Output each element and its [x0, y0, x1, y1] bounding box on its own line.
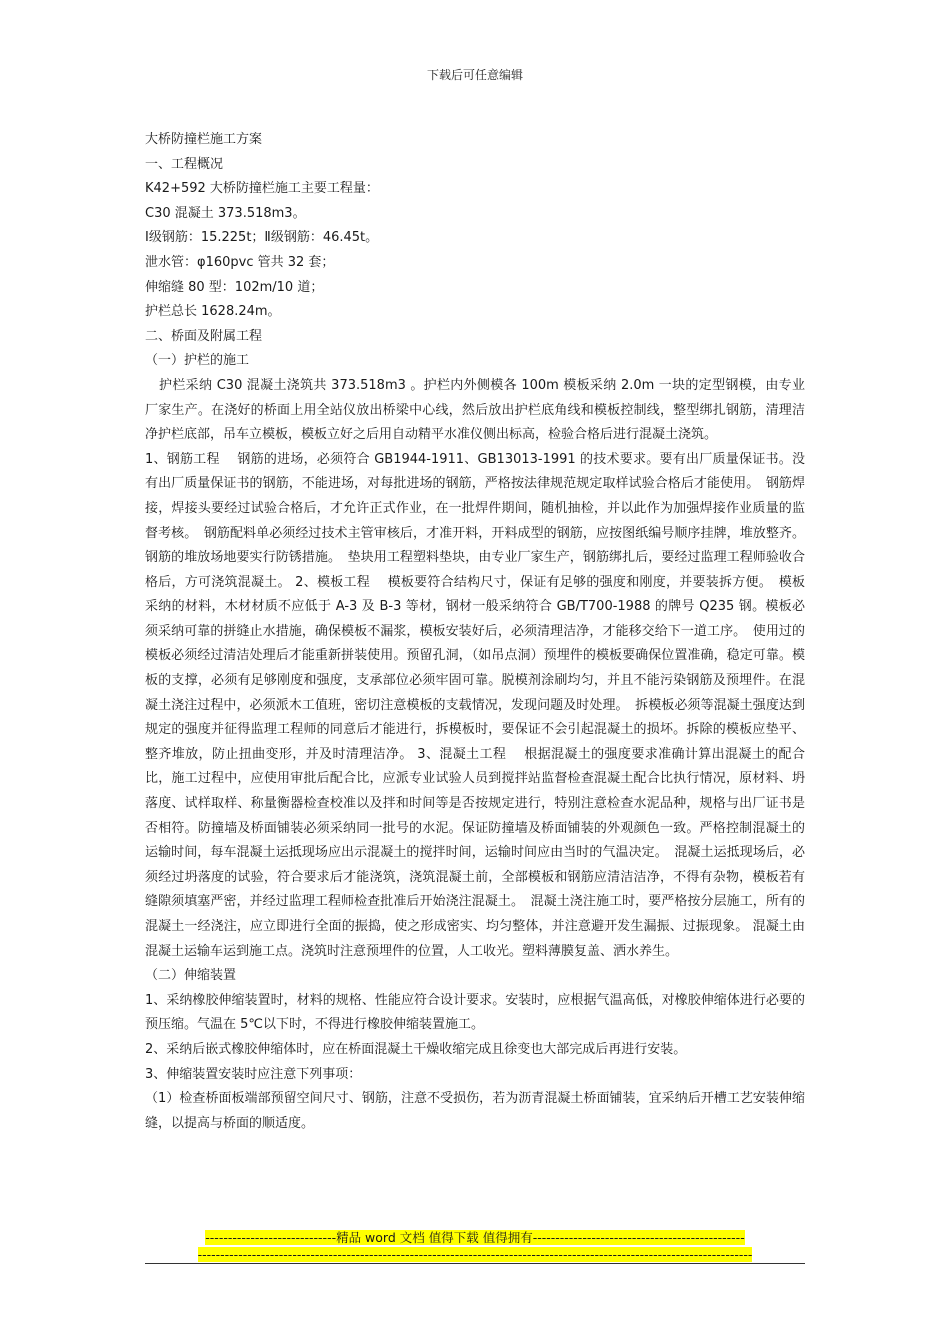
subsection-heading: （二）伸缩装置	[145, 968, 237, 984]
footer-banner-line: -----------------------------精品 word 文档 值得下载 值得拥有-----------------------------------------------	[205, 1230, 745, 1245]
subsection-heading: （一）护栏的施工	[145, 353, 250, 369]
quantity-item: C30 混凝土 373.518m3。	[145, 205, 306, 221]
document-body	[145, 128, 805, 1136]
quantity-item: 泄水管：φ160pvc 管共 32 套；	[145, 254, 335, 270]
paragraph: 2、采纳后嵌式橡胶伸缩体时，应在桥面混凝土干燥收缩完成且徐变也大部完成后再进行安装。	[145, 1041, 687, 1057]
quantity-item: K42+592 大桥防撞栏施工主要工程量：	[145, 181, 379, 197]
quantity-item: Ⅰ级钢筋：15.225t；Ⅱ级钢筋：46.45t。	[145, 230, 379, 246]
section-heading: 一、工程概况	[145, 156, 224, 172]
paragraph: 护栏采纳 C30 混凝土浇筑共 373.518m3 。护栏内外侧模各 100m 模板采纳 2.0m 一块的定型钢模，由专业厂家生产。在浇好的桥面上用全站仪放出桥梁中心线，然后放出护栏底角线和模板控制线，整型绑扎钢筋，清理洁净护栏底部，吊车立模板，模板立好之后用自动精平水准仪侧出标高，检验合格后进行混凝土浇筑。	[145, 377, 805, 443]
footer-divider	[145, 1263, 805, 1264]
footer-banner	[145, 1229, 805, 1246]
doc-title: 大桥防撞栏施工方案	[145, 132, 263, 147]
quantity-item: 护栏总长 1628.24m。	[145, 304, 281, 320]
paragraph: 1、采纳橡胶伸缩装置时，材料的规格、性能应符合设计要求。安装时，应根据气温高低，对橡胶伸缩体进行必要的预压缩。气温在 5℃以下时，不得进行橡胶伸缩装置施工。	[145, 992, 805, 1033]
paragraph: 3、伸缩装置安装时应注意下列事项：	[145, 1066, 362, 1082]
section-heading: 二、桥面及附属工程	[145, 328, 263, 344]
paragraph: （1）检查桥面板端部预留空间尺寸、钢筋，注意不受损伤，若为沥青混凝土桥面铺装，宜采纳后开槽工艺安装伸缩缝，以提高与桥面的顺适度。	[145, 1091, 805, 1131]
quantity-item: 伸缩缝 80 型：102m/10 道；	[145, 279, 324, 295]
page-header: 下载后可任意编辑	[426, 68, 523, 82]
paragraph: 1、钢筋工程 钢筋的进场，必须符合 GB1944-1911、GB13013-1991 的技术要求。要有出厂质量保证书。没有出厂质量保证书的钢筋，不能进场，对每批进场的钢筋，严格按法律规范规定取样试验合格后才能使用。 钢筋焊接，焊接头要经过试验合格后，才允许正式作业，在一批焊件期间，随机抽检，并以此作为加强焊接作业质量的监督考核。 钢筋配料单必须经过技术主管审核后，才准开料，开料成型的钢筋，应按图纸编号顺序挂牌，堆放整齐。钢筋的堆放场地要实行防锈措施。 垫块用工程塑料垫块，由专业厂家生产，钢筋绑扎后，要经过监理工程师验收合格后，方可浇筑混凝土。 2、模板工程 模板要符合结构尺寸，保证有足够的强度和刚度，并要装拆方便。 模板采纳的材料，木材材质不应低于 A-3 及 B-3 等材，钢材一般采纳符合 GB/T700-1988 的牌号 Q235 钢。模板必须采纳可靠的拼缝止水措施，确保模板不漏浆，模板安装好后，必须清理洁净，才能移交给下一道工序。 使用过的模板必须经过清洁处理后才能重新拼装使用。预留孔洞，（如吊点洞）预埋件的模板要确保位置准确，稳定可靠。模板的支撑，必须有足够刚度和强度，支承部位必须牢固可靠。脱模剂涂刷均匀，并且不能污染钢筋及预埋件。在混凝土浇注过程中，必须派木工值班，密切注意模板的支载情况，发现问题及时处理。 拆模板必须等混凝土强度达到规定的强度并征得监理工程师的同意后才能进行，拆模板时，要保证不会引起混凝土的损坏。拆除的模板应垫平、整齐堆放，防止扭曲变形，并及时清理洁净。 3、混凝土工程 根据混凝土的强度要求准确计算出混凝土的配合比，施工过程中，应使用审批后配合比，应派专业试验人员到搅拌站监督检查混凝土配合比执行情况，原材料、坍落度、试样取样、称量衡器检查校准以及拌和时间等是否按规定进行，特别注意检查水泥品种，规格与出厂证书是否相符。防撞墙及桥面铺装必须采纳同一批号的水泥。保证防撞墙及桥面铺装的外观颜色一致。严格控制混凝土的运输时间，每车混凝土运抵现场应出示混凝土的搅拌时间，运输时间应由当时的气温决定。 混凝土运抵现场后，必须经过坍落度的试验，符合要求后才能浇筑，浇筑混凝土前，全部模板和钢筋应清洁洁净，不得有杂物，模板若有缝隙须填塞严密，并经过监理工程师检查批准后开始浇注混凝土。 混凝土浇注施工时，要严格按分层施工，所有的混凝土一经浇注，应立即进行全面的振捣，使之形成密实、均匀整体，并注意避开发生漏振、过振现象。 混凝土由混凝土运输车运到施工点。浇筑时注意预埋件的位置，人工收光。塑料薄膜复盖、洒水养生。	[145, 451, 805, 959]
footer-banner-line: ---------------------------------------------------------------------------------------------------------------------------	[197, 1247, 753, 1262]
footer-banner	[145, 1246, 805, 1263]
